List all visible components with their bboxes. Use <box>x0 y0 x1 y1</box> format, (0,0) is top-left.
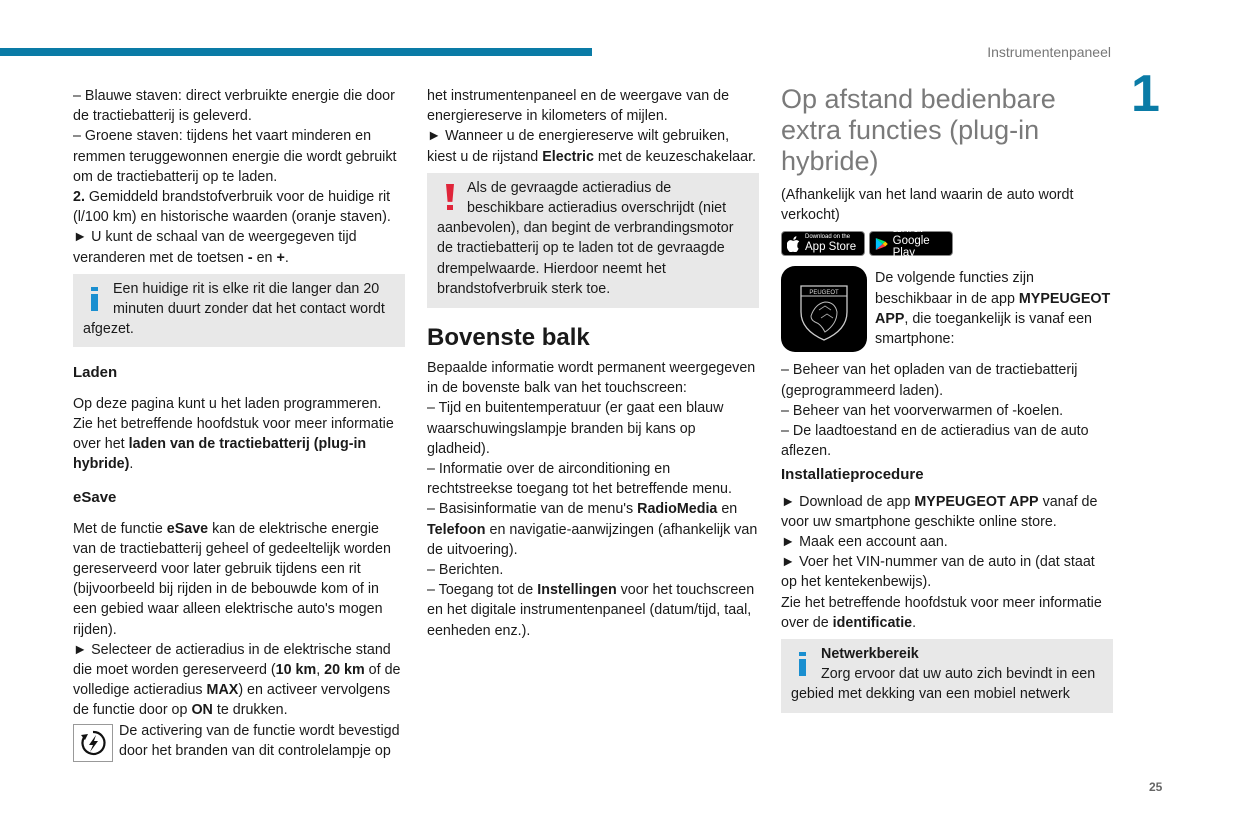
paragraph-text: Met de functie <box>73 520 167 537</box>
cross-reference: identificatie <box>832 614 913 631</box>
item-text: Gemiddeld brandstofverbruik voor de huidige rit (l/100 km) en historische waarden (oranje staven). <box>73 189 391 226</box>
option-on: ON <box>191 702 213 719</box>
option-max: MAX <box>206 682 239 699</box>
paragraph-text: . <box>912 614 917 631</box>
mypeugeot-app-icon <box>781 266 867 352</box>
option-10km: 10 km <box>275 662 317 679</box>
step-text: ► Download de app <box>781 493 915 510</box>
instruction-text: of de volledige actieradius <box>73 662 401 699</box>
lamp-text: De activering van de functie wordt bevestigd door het branden van dit controlelampje op <box>119 722 400 759</box>
term: eSave <box>166 520 209 537</box>
list-item: – Berichten. <box>427 562 504 579</box>
list-item: – Blauwe staven: direct verbruikte energie die door de tractiebatterij is geleverd. <box>73 88 395 125</box>
note-text: Als de gevraagde actieradius de beschikbare actieradius overschrijdt (niet aanbevolen), dan begint de verbrandingsmotor de tractiebatterij op te laden tot de gevraagde drempelwaarde. Hierdoor neemt het brandstofverbruik sterk toe. <box>437 179 734 297</box>
note-text: Zorg ervoor dat uw auto zich bevindt in een gebied met dekking van een mobiel netwerk <box>791 666 1096 703</box>
menu-instellingen: Instellingen <box>537 582 617 599</box>
esave-lamp-icon <box>73 724 113 762</box>
info-note <box>73 274 405 348</box>
badge-small-text: Download on the <box>805 234 851 241</box>
paragraph <box>73 394 405 475</box>
paragraph-text: Op deze pagina kunt u het laden programmeren. Zie het betreffende hoofdstuk voor meer informatie over het <box>73 395 394 453</box>
instruction <box>73 640 405 721</box>
badge-big-text: App Store <box>805 241 857 254</box>
instruction-text: te drukken. <box>212 702 288 719</box>
instruction-text: ► Selecteer de actieradius in de elektrische stand die moet worden gereserveerd ( <box>73 641 391 679</box>
chapter-number: 1 <box>1131 65 1160 123</box>
section-heading-installatie: Installatieprocedure <box>781 466 924 484</box>
feature-item: – Beheer van het opladen van de tractiebatterij (geprogrammeerd laden). <box>781 362 1078 399</box>
drive-mode: Electric <box>542 148 594 165</box>
list-item: – Groene staven: tijdens het vaart minderen en remmen teruggewonnen energie die wordt gebruikt om de tractiebatterij op te laden. <box>73 128 397 185</box>
network-info-note <box>781 639 1113 713</box>
instruction <box>73 227 405 267</box>
numbered-item <box>73 187 405 227</box>
list-item <box>427 580 759 641</box>
feature-item: – Beheer van het voorverwarmen of -koelen. <box>781 402 1064 419</box>
warning-note <box>427 173 759 308</box>
section-heading-bovenste-balk: Bovenste balk <box>427 324 590 352</box>
google-play-badge[interactable] <box>869 228 953 260</box>
info-icon <box>791 644 821 680</box>
list-item <box>427 499 759 560</box>
instruction-text: en <box>252 249 277 266</box>
list-text: voor het touchscreen en het digitale instrumentenpaneel (datum/tijd, taal, eenheden enz.). <box>427 582 755 639</box>
column-right <box>781 86 1113 713</box>
paragraph-text: , die toegankelijk is vanaf een smartphone: <box>875 310 1092 348</box>
list-text: – Toegang tot de <box>427 582 538 599</box>
paragraph-text: Zie het betreffende hoofdstuk voor meer informatie over de <box>781 594 1102 631</box>
page-number: 25 <box>1149 780 1163 794</box>
menu-radiomedia: RadioMedia <box>637 501 718 518</box>
instruction-text: ► Wanneer u de energiereserve wilt gebruiken, kiest u de rijstand <box>427 128 730 165</box>
minus-key: - <box>247 249 253 266</box>
header-accent-bar <box>0 48 592 56</box>
paragraph: het instrumentenpaneel en de weergave van de energiereserve in kilometers of mijlen. <box>427 88 730 125</box>
item-number: 2. <box>73 189 85 206</box>
instruction-text: , <box>316 662 325 679</box>
badge-small-text: GET IT ON <box>892 228 923 235</box>
paragraph-text: . <box>129 456 134 473</box>
app-icon-label: PEUGEOT <box>809 290 839 297</box>
subtitle: (Afhankelijk van het land waarin de auto wordt verkocht) <box>781 187 1074 224</box>
instruction <box>427 126 759 166</box>
menu-telefoon: Telefoon <box>427 521 486 538</box>
instruction-text: met de keuzeschakelaar. <box>593 148 757 165</box>
app-store-badge[interactable] <box>781 231 865 256</box>
app-name: MYPEUGEOT APP <box>875 290 1111 327</box>
step-text: vanaf de voor uw smartphone geschikte online store. <box>781 493 1098 530</box>
app-description <box>875 268 1113 352</box>
note-text: Een huidige rit is elke rit die langer dan 20 minuten duurt zonder dat het contact wordt afgezet. <box>83 280 385 338</box>
install-step: ► Voer het VIN-nummer van de auto in (dat staat op het kentekenbewijs). <box>781 554 1095 591</box>
paragraph-text: kan de elektrische energie van de tractiebatterij geheel of gedeeltelijk worden gereserveerd voor later gebruik tijdens een rit (bijvoorbeeld bij rijden in de bebouwde kom of in een gebied waar alleen elektrische auto's mogen rijden). <box>73 520 391 638</box>
plus-key: + <box>276 249 285 266</box>
section-title: Instrumentenpaneel <box>987 44 1111 60</box>
store-badges <box>781 228 1113 260</box>
column-middle <box>427 86 759 641</box>
badge-big-text: Google Play <box>892 235 930 260</box>
paragraph-text: De volgende functies zijn beschikbaar in de app <box>875 270 1034 307</box>
warning-lamp-row <box>73 721 405 761</box>
instruction-text: ) en activeer vervolgens de functie door op <box>73 682 391 719</box>
app-intro <box>781 264 1113 352</box>
instruction-text: . <box>284 249 289 266</box>
paragraph <box>73 519 405 640</box>
app-name: MYPEUGEOT APP <box>914 493 1039 510</box>
option-20km: 20 km <box>324 662 365 679</box>
paragraph: Bepaalde informatie wordt permanent weergegeven in de bovenste balk van het touchscreen: <box>427 360 756 397</box>
list-item: – Informatie over de airconditioning en rechtstreekse toegang tot het betreffende menu. <box>427 461 732 498</box>
note-title: Netwerkbereik <box>821 646 919 663</box>
cross-reference: laden van de tractiebatterij (plug-in hybride) <box>73 436 367 473</box>
paragraph <box>781 593 1113 633</box>
google-play-icon <box>875 236 889 252</box>
list-text: en <box>717 501 738 518</box>
column-left <box>73 86 405 761</box>
info-icon <box>83 279 113 315</box>
install-step: ► Maak een account aan. <box>781 534 948 551</box>
install-step <box>781 492 1113 532</box>
warning-icon <box>437 178 467 214</box>
instruction-text: ► U kunt de schaal van de weergegeven tijd veranderen met de toetsen <box>73 229 357 266</box>
list-text: en navigatie-aanwijzingen (afhankelijk van de uitvoering). <box>427 521 758 558</box>
list-item: – Tijd en buitentemperatuur (er gaat een blauw waarschuwingslampje branden bij kans op gladheid). <box>427 400 724 457</box>
feature-item: – De laadtoestand en de actieradius van de auto aflezen. <box>781 423 1089 460</box>
page-title: Op afstand bedienbare extra functies (plug-in hybride) <box>781 84 1056 176</box>
section-heading-laden: Laden <box>73 364 118 382</box>
section-heading-esave: eSave <box>73 489 117 507</box>
apple-icon <box>787 236 801 252</box>
list-text: – Basisinformatie van de menu's <box>427 501 638 518</box>
